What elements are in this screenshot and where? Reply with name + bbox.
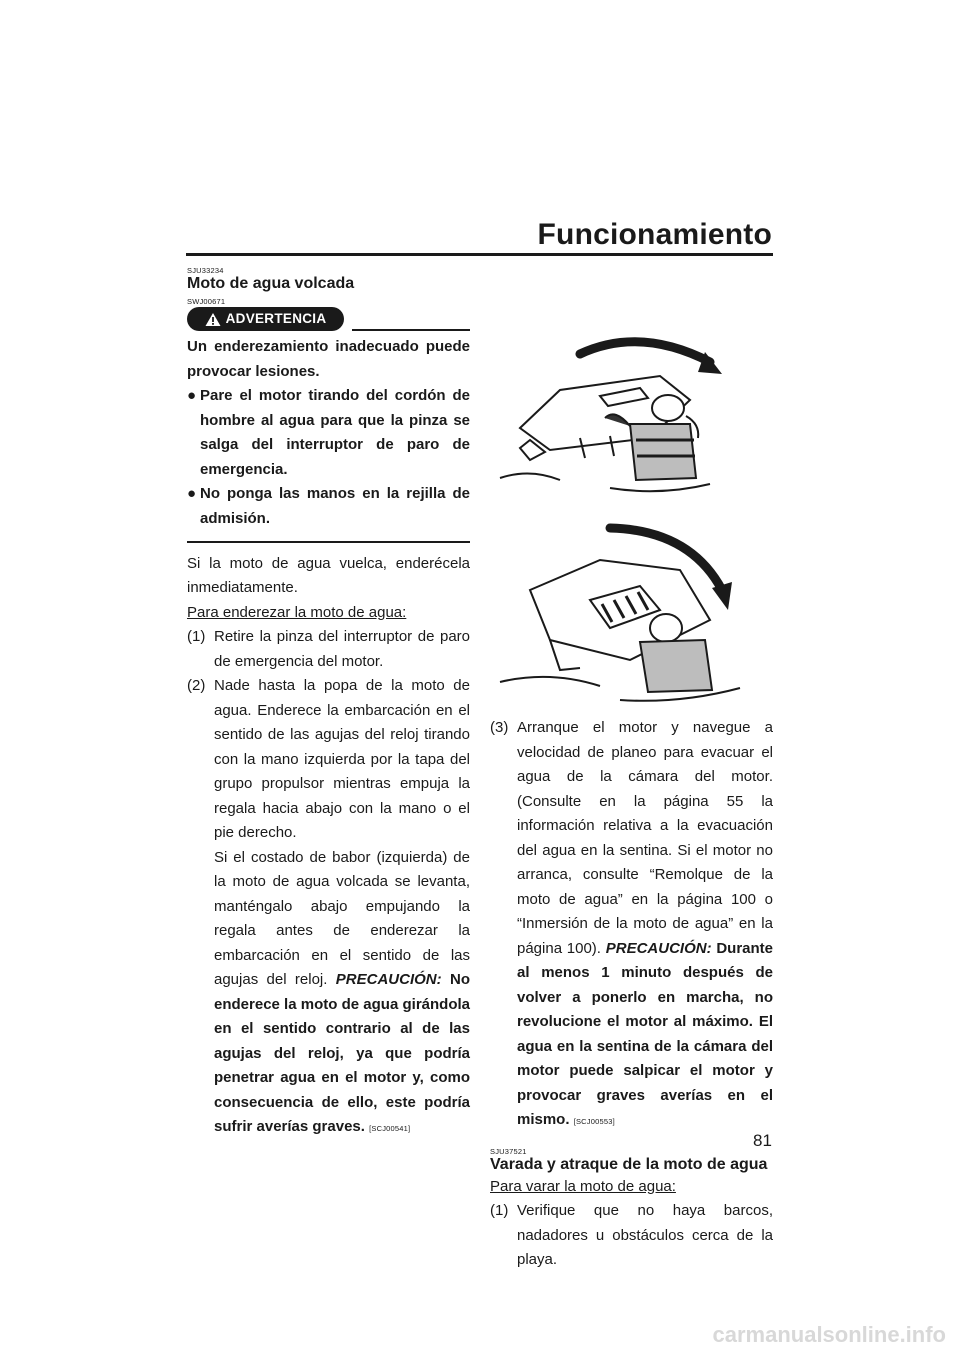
step-text: Verifique que no haya barcos, nadadores u obstáculos cerca de la playa. (517, 1202, 773, 1268)
page-header-title: Funcionamiento (537, 218, 772, 251)
bullet-dot-icon: ● (187, 485, 197, 502)
warning-body (187, 333, 470, 531)
caution-label: PRECAUCIÓN: (335, 971, 442, 988)
step-text-part: Si el costado de babor (izquierda) de la moto de agua volcada se levanta, manténgalo abajo empujando la regala antes de enderezar la embarcación en el sentido de las agujas del reloj. (214, 848, 470, 988)
intro-paragraph: Si la moto de agua vuelca, enderécela inmediatamente. (187, 554, 470, 596)
warning-rule (352, 329, 470, 331)
section-code: SJU33234 (187, 266, 224, 275)
warning-header (187, 307, 470, 333)
warning-triangle-icon (205, 312, 221, 327)
step-number: (1) (187, 628, 206, 645)
watercraft-righting-illustration (490, 328, 773, 506)
warning-intro: Un enderezamiento inadecuado puede provocar lesiones. (187, 338, 470, 380)
warning-bullet-text: Pare el motor tirando del cordón de hombre al agua para que la pinza se salga del interruptor de paro de emergencia. (200, 387, 470, 478)
step-text (214, 674, 470, 1142)
step-text (517, 716, 773, 1135)
procedure-subheading: Para varar la moto de agua: (490, 1177, 676, 1195)
step-number: (1) (490, 1202, 509, 1219)
section-code: SJU37521 (490, 1146, 527, 1156)
header-rule (186, 253, 773, 256)
step-text-part: Arranque el motor y navegue a velocidad de planeo para evacuar el agua de la cámara del motor. (Consulte en la página 55 la información relativa a la evacuación del agua en la sentina. Si el motor no arranca, consulte “Remolque de la moto de agua” en la página 100 o “Inmersión de la moto de agua” en la página 100). (517, 719, 773, 957)
step-text: Retire la pinza del interruptor de paro de emergencia del motor. (214, 628, 470, 670)
figure-righting-step-2 (490, 510, 773, 706)
step-text-part: Nade hasta la popa de la moto de agua. Enderece la embarcación en el sentido de las agujas del reloj tirando con la mano izquierda por la tapa del grupo propulsor mientras empuja la regala hacia abajo con la mano o el pie derecho. (214, 677, 470, 841)
section-title: Varada y atraque de la moto de agua (490, 1155, 768, 1173)
section-title: Moto de agua volcada (187, 275, 355, 292)
warning-bullet-text: No ponga las manos en la rejilla de admisión. (200, 485, 470, 527)
step-number: (3) (490, 719, 509, 736)
continued-text-space (490, 266, 773, 328)
figure-righting-step-1 (490, 328, 773, 506)
warning-bullet (187, 384, 470, 482)
caution-code: [SCJ00541] (369, 1124, 411, 1133)
procedure-subheading: Para enderezar la moto de agua: (187, 603, 407, 621)
step-number: (2) (187, 677, 206, 694)
caution-code: [SCJ00553] (573, 1117, 615, 1126)
bullet-dot-icon: ● (187, 387, 197, 404)
caution-text: No enderece la moto de agua girándola en el sentido contrario al de las agujas del reloj, ya que podría penetrar agua en el motor y, como consecuencia de ello, este podría sufrir averías graves. (214, 971, 470, 1135)
warning-label: ADVERTENCIA (225, 310, 327, 326)
left-column (187, 266, 470, 1142)
figure-spacer (490, 706, 773, 716)
procedure-step (490, 1199, 773, 1273)
caution-text: Durante al menos 1 minuto después de volver a ponerlo en marcha, no revolucione el motor al máximo. El agua en la sentina de la cámara del motor puede salpicar el motor y provocar graves averías en el mismo. (517, 939, 774, 1128)
warning-code: SWJ00671 (187, 297, 226, 306)
right-column (490, 266, 773, 1273)
procedure-step (187, 625, 470, 674)
procedure-step (187, 674, 470, 1142)
footer-url[interactable]: carmanualsonline.info (712, 1322, 946, 1347)
page-number: 81 (753, 1131, 772, 1150)
warning-badge (187, 307, 344, 331)
warning-end-rule (187, 541, 470, 543)
caution-label: PRECAUCIÓN: (605, 939, 712, 957)
procedure-step (490, 716, 773, 1135)
warning-bullet (187, 482, 470, 531)
watercraft-righting-illustration (490, 510, 773, 706)
